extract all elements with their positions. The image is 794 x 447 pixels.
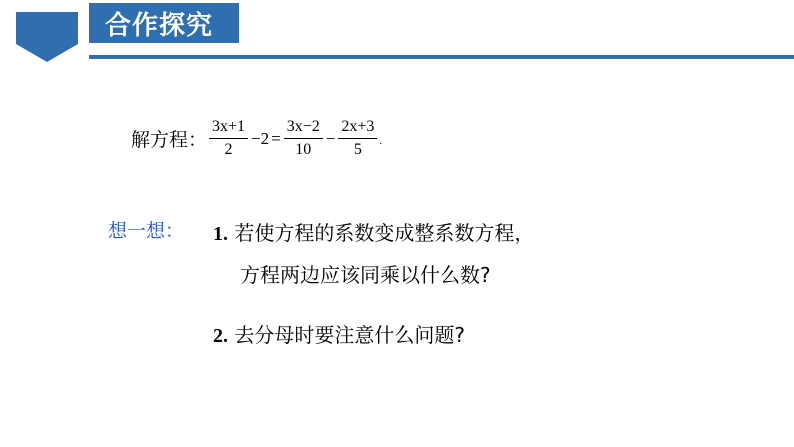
title-bar: [89, 3, 239, 43]
pentagon-badge-icon: [16, 12, 78, 62]
think-label: 想一想：: [108, 220, 185, 242]
fraction-2-denominator: 10: [295, 141, 312, 158]
page-title: 合作探究: [105, 10, 214, 41]
question-1: [213, 217, 534, 246]
minus-sign: −: [325, 128, 336, 148]
fraction-2: [284, 118, 323, 159]
equals-sign: =: [271, 128, 281, 148]
question-1-line-1: 若使方程的系数变成整系数方程，: [234, 221, 535, 245]
equation-problem: [131, 118, 382, 159]
fraction-3: [338, 118, 377, 159]
minus-constant: −2: [251, 128, 270, 148]
title-divider: [89, 55, 794, 59]
fraction-3-numerator: 2x+3: [338, 118, 377, 139]
fraction-1-numerator: 3x+1: [209, 118, 248, 139]
question-1-number: 1.: [213, 223, 228, 245]
question-1-continued: [240, 259, 491, 288]
fraction-2-numerator: 3x−2: [284, 118, 323, 139]
fraction-1-denominator: 2: [224, 141, 233, 158]
question-2: [213, 319, 465, 348]
fraction-3-denominator: 5: [353, 141, 362, 158]
question-2-text: 去分母时要注意什么问题?: [234, 323, 465, 347]
problem-label: 解方程：: [131, 129, 208, 151]
fraction-1: [209, 118, 248, 159]
equation-end-period: .: [379, 136, 382, 147]
question-1-line-2: 方程两边应该同乘以什么数?: [240, 263, 491, 287]
question-2-number: 2.: [213, 325, 228, 347]
